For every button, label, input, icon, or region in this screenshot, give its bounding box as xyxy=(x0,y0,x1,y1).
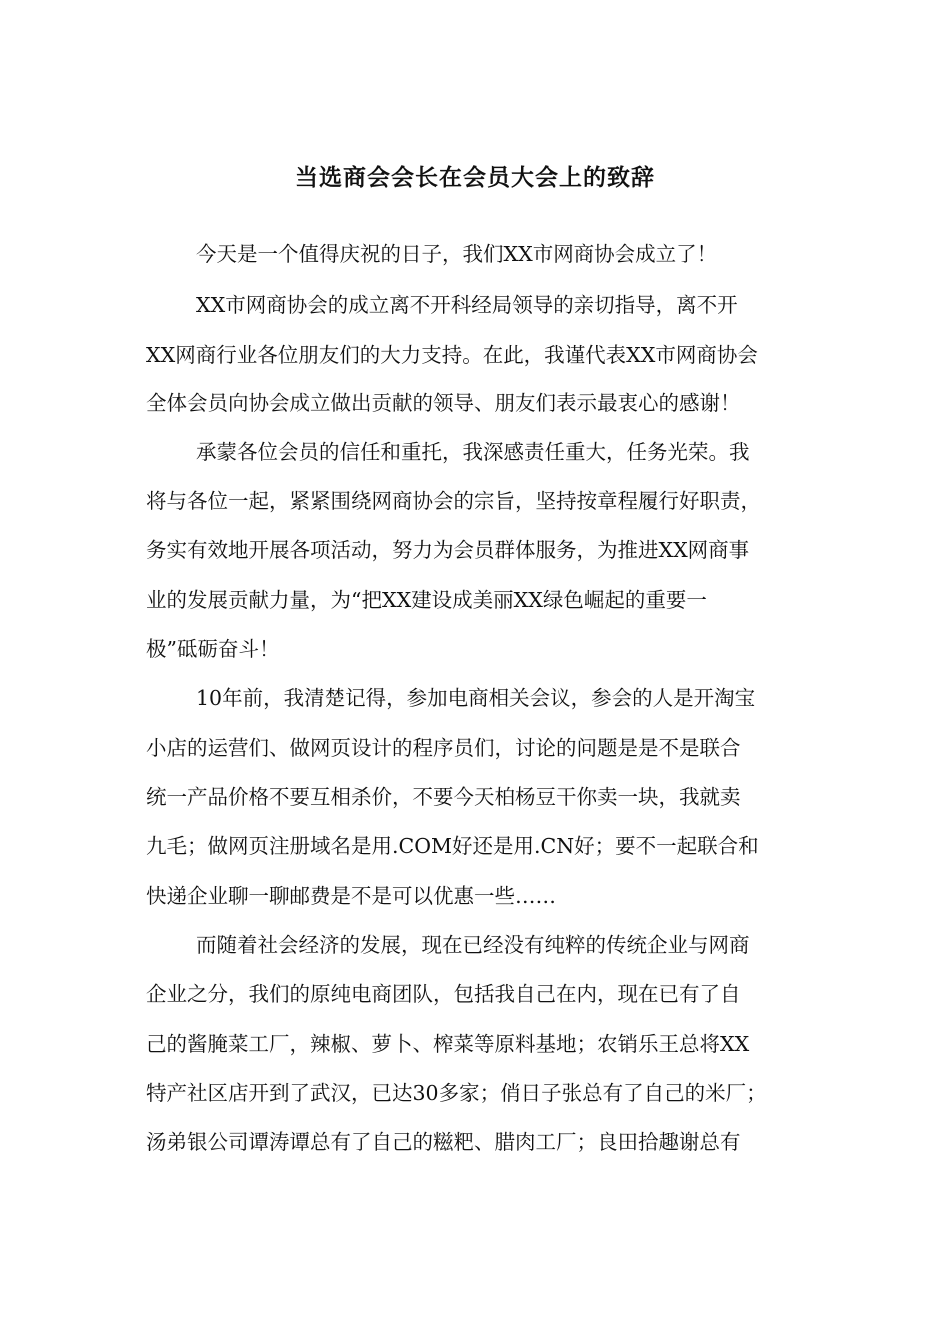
paragraph-line: 务实有效地开展各项活动，努力为会员群体服务，为推进XX网商事 xyxy=(146,538,750,562)
paragraph-line: 10年前，我清楚记得，参加电商相关会议，参会的人是开淘宝 xyxy=(196,686,756,710)
paragraph-line: 将与各位一起，紧紧围绕网商协会的宗旨，坚持按章程履行好职责， xyxy=(146,489,761,513)
paragraph-line: 今天是一个值得庆祝的日子，我们XX市网商协会成立了！ xyxy=(196,242,718,266)
paragraph-line: XX网商行业各位朋友们的大力支持。在此，我谨代表XX市网商协会 xyxy=(146,343,758,367)
paragraph-line: 特产社区店开到了武汉，已达30多家；俏日子张总有了自己的米厂； xyxy=(146,1081,767,1105)
document-title: 当选商会会长在会员大会上的致辞 xyxy=(295,164,655,191)
paragraph-line: XX市网商协会的成立离不开科经局领导的亲切指导，离不开 xyxy=(196,293,738,317)
paragraph-line: 业的发展贡献力量，为“把XX建设成美丽XX绿色崛起的重要一 xyxy=(146,588,707,612)
paragraph-line: 全体会员向协会成立做出贡献的领导、朋友们表示最衷心的感谢！ xyxy=(146,391,741,415)
paragraph-line: 快递企业聊一聊邮费是不是可以优惠一些…… xyxy=(146,884,556,908)
paragraph-line: 九毛；做网页注册域名是用.COM好还是用.CN好；要不一起联合和 xyxy=(146,834,759,858)
paragraph-line: 己的酱腌菜工厂，辣椒、萝卜、榨菜等原料基地；农销乐王总将XX xyxy=(146,1032,750,1056)
paragraph-line: 统一产品价格不要互相杀价，不要今天柏杨豆干你卖一块，我就卖 xyxy=(146,785,741,809)
paragraph-line: 承蒙各位会员的信任和重托，我深感责任重大，任务光荣。我 xyxy=(196,440,750,464)
paragraph-line: 汤弟银公司谭涛谭总有了自己的糍粑、腊肉工厂；良田拾趣谢总有 xyxy=(146,1130,741,1154)
paragraph-line: 企业之分，我们的原纯电商团队，包括我自己在内，现在已有了自 xyxy=(146,982,741,1006)
paragraph-line: 小店的运营们、做网页设计的程序员们，讨论的问题是是不是联合 xyxy=(146,736,741,760)
paragraph-line: 而随着社会经济的发展，现在已经没有纯粹的传统企业与网商 xyxy=(196,933,750,957)
paragraph-line: 极”砥砺奋斗！ xyxy=(146,637,280,661)
